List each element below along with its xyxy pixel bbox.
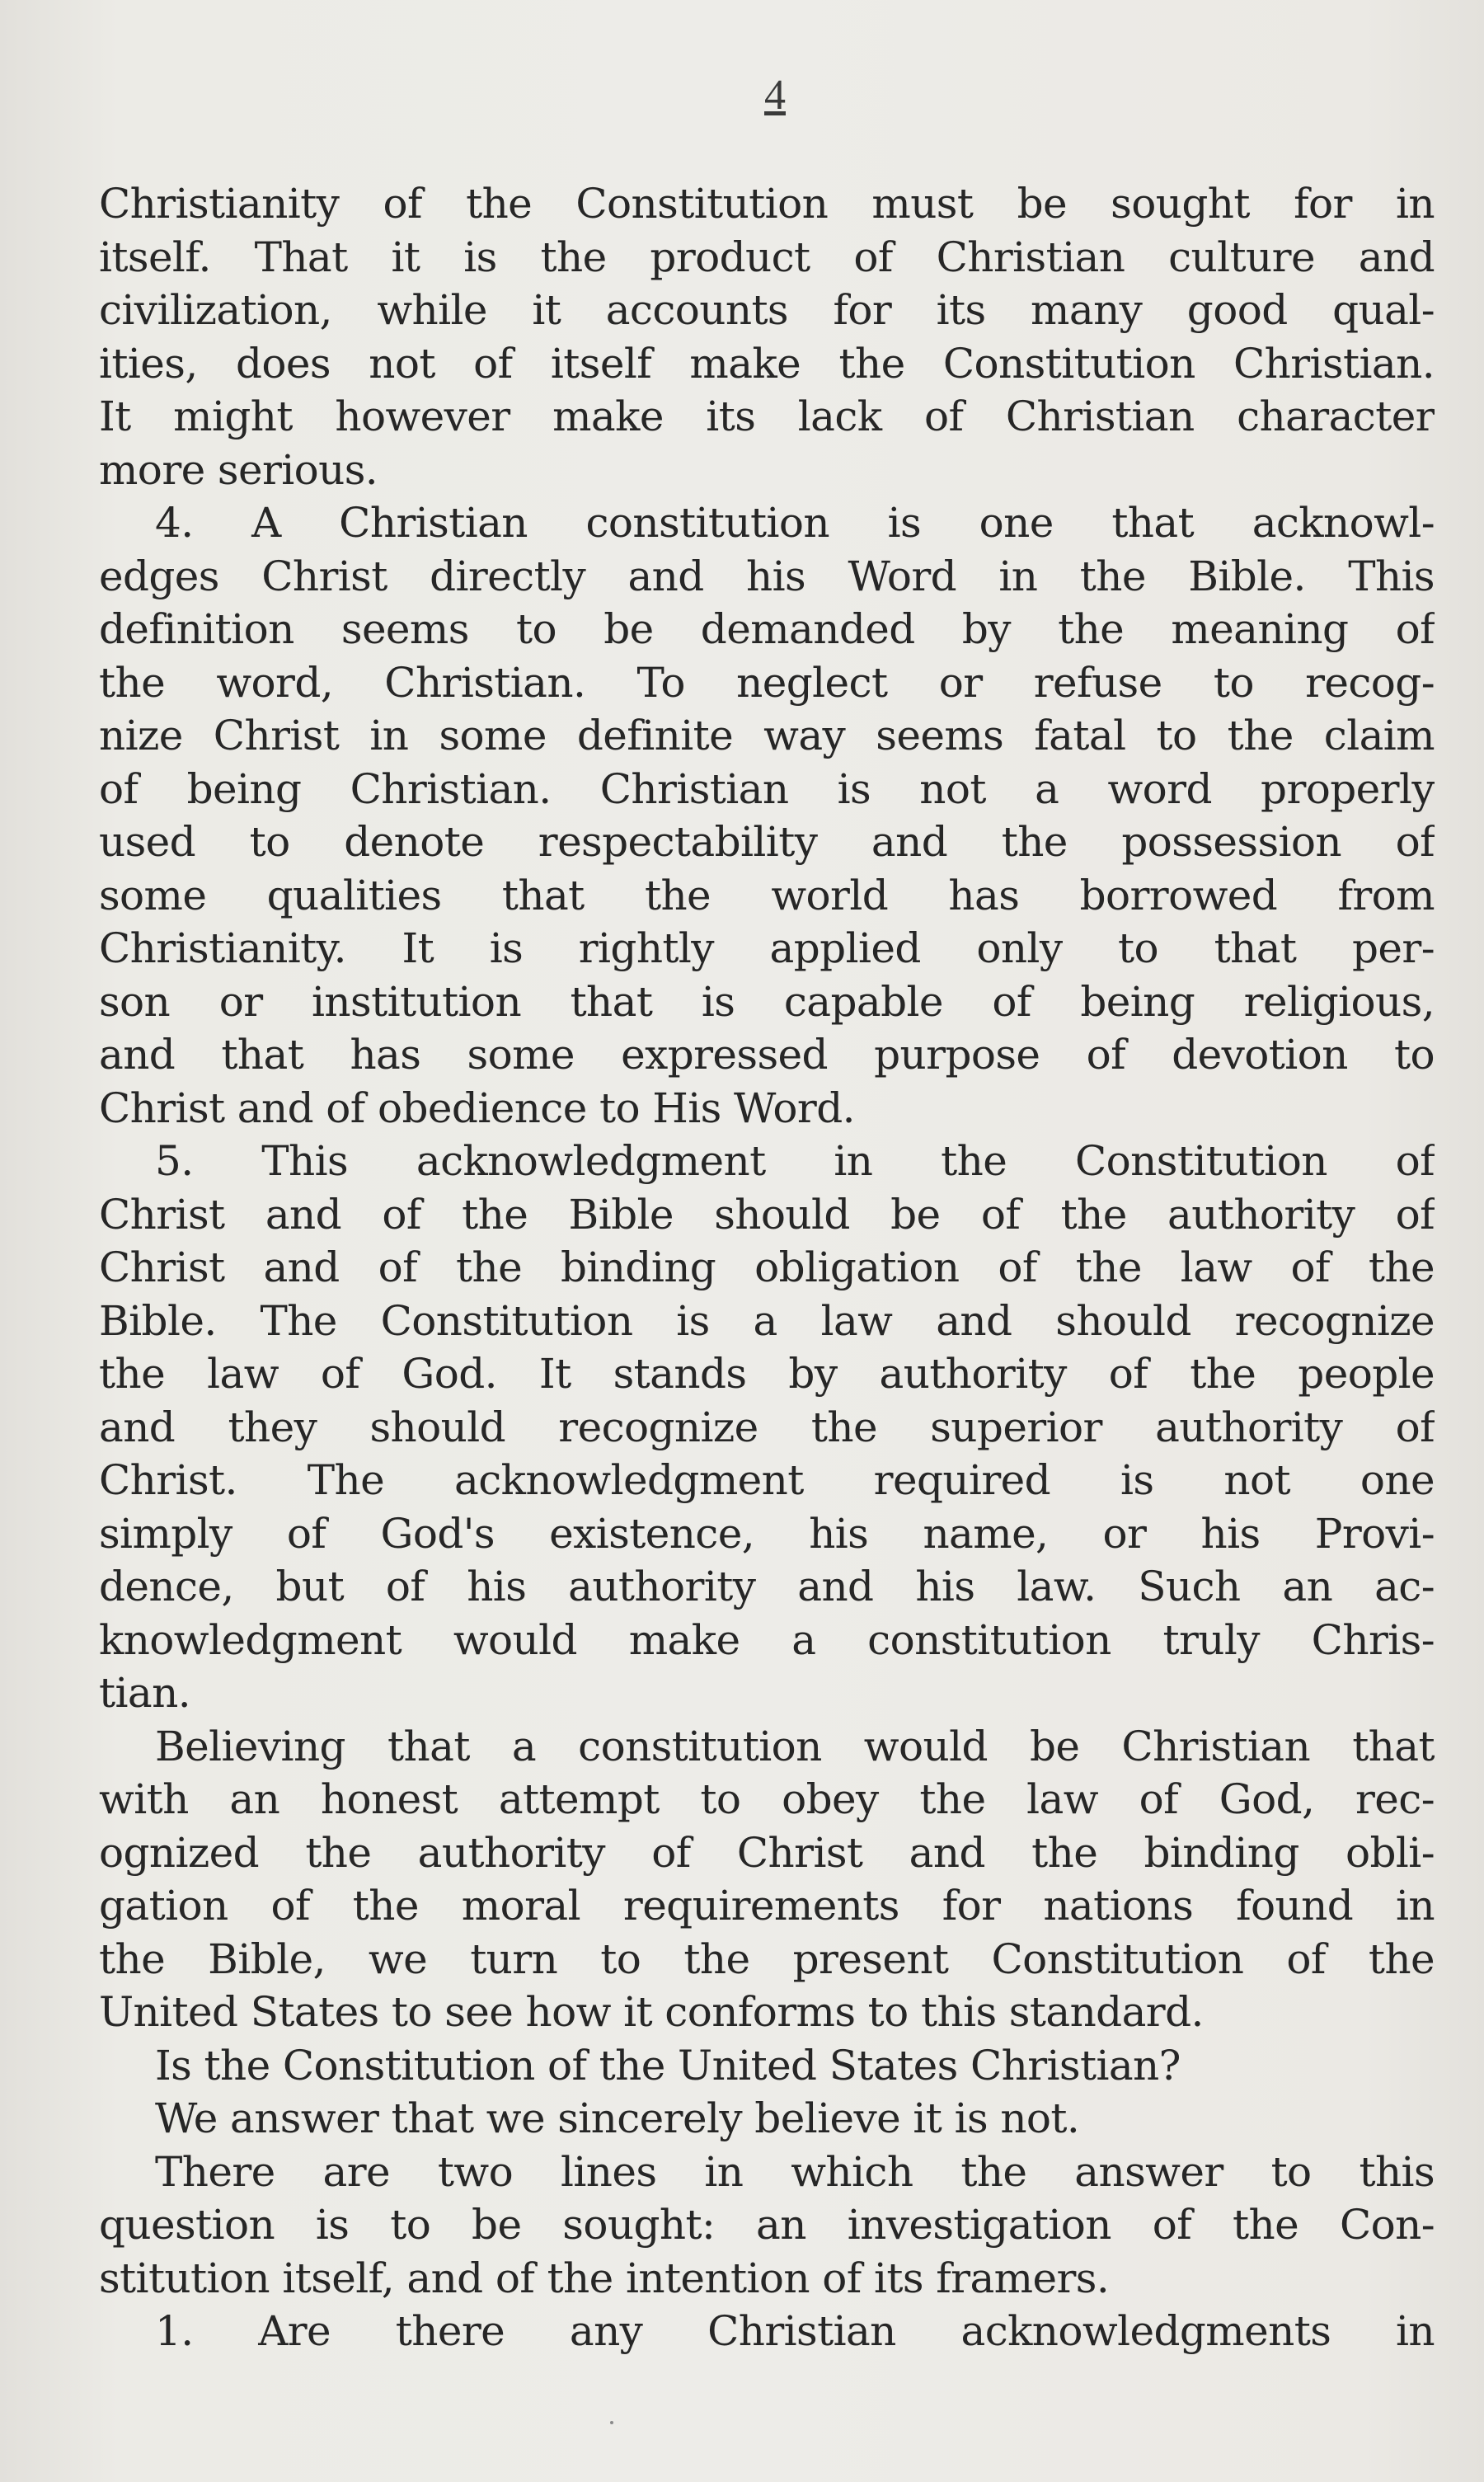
text-line: itself. That it is the product of Christian culture and xyxy=(99,233,1435,281)
text-line: United States to see how it conforms to this standard. xyxy=(99,1988,1204,2036)
text-line: Christ and of obedience to His Word. xyxy=(99,1084,855,1132)
page-number: 4 xyxy=(764,72,786,119)
text-line: definition seems to be demanded by the meaning of xyxy=(99,605,1435,653)
paper-speck xyxy=(610,2421,613,2424)
text-line: son or institution that is capable of being religious, xyxy=(99,977,1435,1026)
text-line: Christianity of the Constitution must be sought for in xyxy=(99,180,1435,228)
text-line: 1. Are there any Christian acknowledgments in xyxy=(155,2307,1435,2355)
text-line: 4. A Christian constitution is one that acknowl- xyxy=(155,499,1435,547)
text-line: edges Christ directly and his Word in the Bible. This xyxy=(99,552,1435,600)
text-line: dence, but of his authority and his law. Such an ac- xyxy=(99,1563,1435,1610)
text-line: Bible. The Constitution is a law and should recognize xyxy=(99,1296,1435,1345)
text-line: It might however make its lack of Christian character xyxy=(99,393,1435,440)
text-line: We answer that we sincerely believe it is not. xyxy=(155,2094,1080,2142)
text-line: 5. This acknowledgment in the Constitution of xyxy=(155,1137,1435,1185)
text-line: the Bible, we turn to the present Constitution of the xyxy=(99,1934,1435,1983)
text-line: the word, Christian. To neglect or refuse to recog- xyxy=(99,658,1435,707)
text-line: more serious. xyxy=(99,445,378,494)
text-line: some qualities that the world has borrowed from xyxy=(99,871,1435,919)
text-line: of being Christian. Christian is not a word properly xyxy=(99,764,1435,813)
text-line: Christ. The acknowledgment required is not one xyxy=(99,1456,1435,1504)
text-line: Is the Constitution of the United States Christian? xyxy=(155,2041,1181,2089)
text-line: used to denote respectability and the possession of xyxy=(99,818,1435,866)
text-line: tian. xyxy=(99,1669,190,1717)
text-line: ities, does not of itself make the Constitution Christian. xyxy=(99,339,1435,388)
text-line: Christ and of the binding obligation of the law of the xyxy=(99,1243,1435,1291)
text-line: with an honest attempt to obey the law of God, rec- xyxy=(99,1775,1435,1823)
text-line: Christianity. It is rightly applied only to that per- xyxy=(99,924,1435,972)
text-line: the law of God. It stands by authority of the people xyxy=(99,1350,1435,1398)
text-line: simply of God's existence, his name, or his Provi- xyxy=(99,1509,1435,1558)
text-line: There are two lines in which the answer to this xyxy=(155,2147,1435,2196)
text-line: ognized the authority of Christ and the binding obli- xyxy=(99,1828,1435,1877)
text-line: Christ and of the Bible should be of the authority of xyxy=(99,1190,1435,1239)
text-line: civilization, while it accounts for its many good qual- xyxy=(99,286,1435,334)
text-line: question is to be sought: an investigation of the Con- xyxy=(99,2201,1435,2249)
text-line: gation of the moral requirements for nations found in xyxy=(99,1882,1435,1930)
body-text xyxy=(99,177,1435,2358)
text-line: knowledgment would make a constitution truly Chris- xyxy=(99,1615,1435,1664)
text-line: and they should recognize the superior authority of xyxy=(99,1403,1435,1451)
text-line: Believing that a constitution would be Christian that xyxy=(155,1722,1435,1770)
text-line: and that has some expressed purpose of devotion to xyxy=(99,1031,1435,1079)
text-line: nize Christ in some definite way seems fatal to the claim xyxy=(99,712,1435,759)
text-line: stitution itself, and of the intention of its framers. xyxy=(99,2254,1110,2302)
